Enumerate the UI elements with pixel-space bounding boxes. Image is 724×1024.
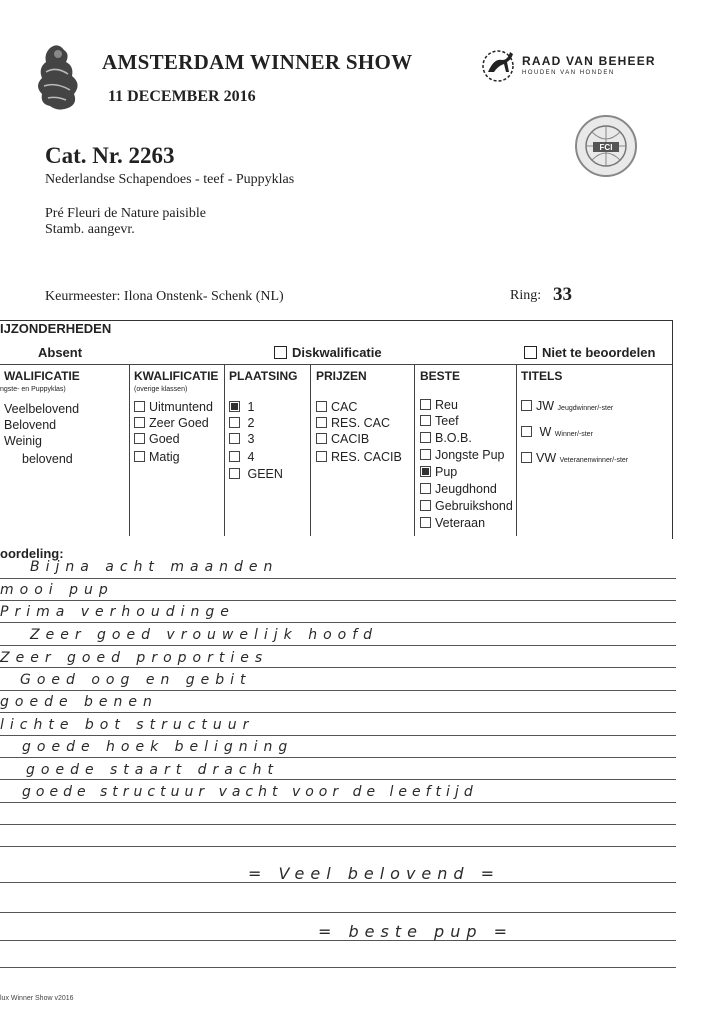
ruled-line	[0, 824, 676, 825]
checkbox-checked[interactable]	[420, 466, 431, 477]
evaluation-line: Bijna acht maanden	[30, 559, 279, 575]
evaluation-line: Goed oog en gebit	[20, 672, 252, 688]
show-title: AMSTERDAM WINNER SHOW	[102, 50, 413, 74]
checkbox[interactable]	[229, 468, 240, 479]
option-reu[interactable]: Reu	[420, 398, 458, 412]
evaluation-line: goede staart dracht	[26, 762, 279, 778]
option-gebruikshond[interactable]: Gebruikshond	[420, 499, 513, 513]
option-bob[interactable]: B.O.B.	[420, 431, 472, 445]
ruled-line	[0, 967, 676, 968]
option-cacib[interactable]: CACIB	[316, 432, 369, 446]
option-vw[interactable]: VW Veteranenwinner/-ster	[521, 451, 628, 465]
col-kwalificatie: KWALIFICATIE	[134, 369, 219, 383]
col-divider	[414, 364, 415, 536]
col-titels: TITELS	[521, 369, 563, 383]
option-weinig-belovend: belovend	[22, 452, 73, 466]
checkbox[interactable]	[420, 500, 431, 511]
org-subtitle: HOUDEN VAN HONDEN	[522, 70, 615, 76]
ruled-line	[0, 846, 676, 847]
option-plaatsing-4[interactable]: 4	[229, 450, 254, 464]
option-jeugdhond[interactable]: Jeugdhond	[420, 482, 497, 496]
checkbox[interactable]	[521, 400, 532, 411]
col-kwalificatie-sub: (overige klassen)	[134, 386, 188, 393]
checkbox[interactable]	[521, 452, 532, 463]
option-plaatsing-1[interactable]: 1	[229, 400, 254, 414]
beoordeling-label: oordeling:	[0, 546, 64, 561]
checkbox[interactable]	[229, 417, 240, 428]
evaluation-line: goede hoek beligning	[22, 739, 294, 755]
ruled-line	[0, 735, 676, 736]
col-divider	[516, 364, 517, 536]
evaluation-line: Zeer goed proporties	[0, 650, 269, 666]
option-veteraan[interactable]: Veteraan	[420, 516, 485, 530]
checkbox[interactable]	[420, 432, 431, 443]
col-kwalificatie-jong-sub: ngste- en Puppyklas)	[0, 386, 66, 393]
checkbox[interactable]	[134, 433, 145, 444]
checkbox[interactable]	[420, 483, 431, 494]
ruled-line	[0, 622, 676, 623]
ruled-line	[0, 712, 676, 713]
checkbox[interactable]	[229, 451, 240, 462]
show-logo	[30, 42, 88, 114]
checkbox[interactable]	[420, 415, 431, 426]
section-bijzonderheden: IJZONDERHEDEN	[0, 321, 112, 336]
ruled-line	[0, 667, 676, 668]
ruled-line	[0, 912, 676, 913]
option-plaatsing-3[interactable]: 3	[229, 432, 254, 446]
checkbox[interactable]	[521, 426, 532, 437]
option-plaatsing-geen[interactable]: GEEN	[229, 467, 283, 481]
footer-text: lux Winner Show v2016	[0, 995, 74, 1002]
diskwalificatie-option[interactable]: Diskwalificatie	[274, 345, 382, 360]
col-plaatsing: PLAATSING	[229, 369, 298, 383]
checkbox[interactable]	[316, 433, 327, 444]
ruled-line	[0, 757, 676, 758]
ring-number: 33	[553, 284, 572, 305]
option-zeer-goed[interactable]: Zeer Goed	[134, 416, 209, 430]
option-uitmuntend[interactable]: Uitmuntend	[134, 400, 213, 414]
option-jw[interactable]: JW Jeugdwinner/-ster	[521, 399, 613, 413]
option-jongste-pup[interactable]: Jongste Pup	[420, 448, 505, 462]
ruled-line	[0, 779, 676, 780]
option-goed[interactable]: Goed	[134, 432, 180, 446]
fci-seal	[562, 108, 644, 180]
checkbox-checked[interactable]	[229, 401, 240, 412]
stamboom: Stamb. aangevr.	[45, 222, 135, 237]
checkbox[interactable]	[316, 401, 327, 412]
checkbox[interactable]	[316, 451, 327, 462]
option-belovend[interactable]: Belovend	[4, 418, 57, 432]
col-divider	[129, 364, 130, 536]
option-cac[interactable]: CAC	[316, 400, 357, 414]
org-name: RAAD VAN BEHEER	[522, 54, 656, 68]
diskwalificatie-checkbox[interactable]	[274, 346, 287, 359]
evaluation-line: goede benen	[0, 694, 158, 710]
raad-van-beheer-logo	[478, 44, 518, 84]
ring-label: Ring:	[510, 288, 542, 303]
ruled-line	[0, 802, 676, 803]
option-res-cac[interactable]: RES. CAC	[316, 416, 390, 430]
ruled-line	[0, 645, 676, 646]
evaluation-line: mooi pup	[0, 582, 114, 598]
checkbox[interactable]	[316, 417, 327, 428]
option-matig[interactable]: Matig	[134, 450, 180, 464]
checkbox[interactable]	[134, 451, 145, 462]
option-res-cacib[interactable]: RES. CACIB	[316, 450, 402, 464]
col-divider	[310, 364, 311, 536]
option-w[interactable]: W Winner/-ster	[521, 425, 593, 439]
evaluation-line: goede structuur vacht voor de leeftijd	[22, 784, 478, 800]
judge: Keurmeester: Ilona Onstenk- Schenk (NL)	[45, 289, 284, 304]
option-pup[interactable]: Pup	[420, 465, 457, 479]
checkbox[interactable]	[420, 517, 431, 528]
evaluation-line: = Veel belovend =	[248, 864, 501, 883]
niet-te-beoordelen-option[interactable]: Niet te beoordelen	[524, 345, 655, 360]
evaluation-line: lichte bot structuur	[0, 717, 255, 733]
option-teef[interactable]: Teef	[420, 414, 459, 428]
option-weinig[interactable]: Weinig	[4, 434, 42, 448]
evaluation-line: Zeer goed vrouwelijk hoofd	[30, 627, 379, 643]
evaluation-line: Prima verhoudinge	[0, 604, 235, 620]
show-date: 11 DECEMBER 2016	[108, 88, 256, 105]
absent-label: Absent	[38, 345, 83, 360]
ruled-line	[0, 578, 676, 579]
col-kwalificatie-jong: WALIFICATIE	[4, 369, 80, 383]
checkbox[interactable]	[229, 433, 240, 444]
svg-text:FCI: FCI	[599, 143, 613, 152]
ruled-line	[0, 690, 676, 691]
checkbox[interactable]	[134, 417, 145, 428]
catalog-number: Cat. Nr. 2263	[45, 143, 175, 168]
col-prijzen: PRIJZEN	[316, 369, 367, 383]
header-divider	[0, 364, 672, 365]
niet-te-beoordelen-checkbox[interactable]	[524, 346, 537, 359]
breed-line: Nederlandse Schapendoes - teef - Puppyklas	[45, 172, 295, 187]
evaluation-line: = beste pup =	[318, 922, 513, 941]
checkbox[interactable]	[420, 399, 431, 410]
option-veelbelovend[interactable]: Veelbelovend	[4, 402, 80, 416]
dog-name: Pré Fleuri de Nature paisible	[45, 206, 206, 221]
checkbox[interactable]	[134, 401, 145, 412]
option-plaatsing-2[interactable]: 2	[229, 416, 254, 430]
ruled-line	[0, 600, 676, 601]
col-divider	[224, 364, 225, 536]
col-beste: BESTE	[420, 369, 461, 383]
checkbox[interactable]	[420, 449, 431, 460]
